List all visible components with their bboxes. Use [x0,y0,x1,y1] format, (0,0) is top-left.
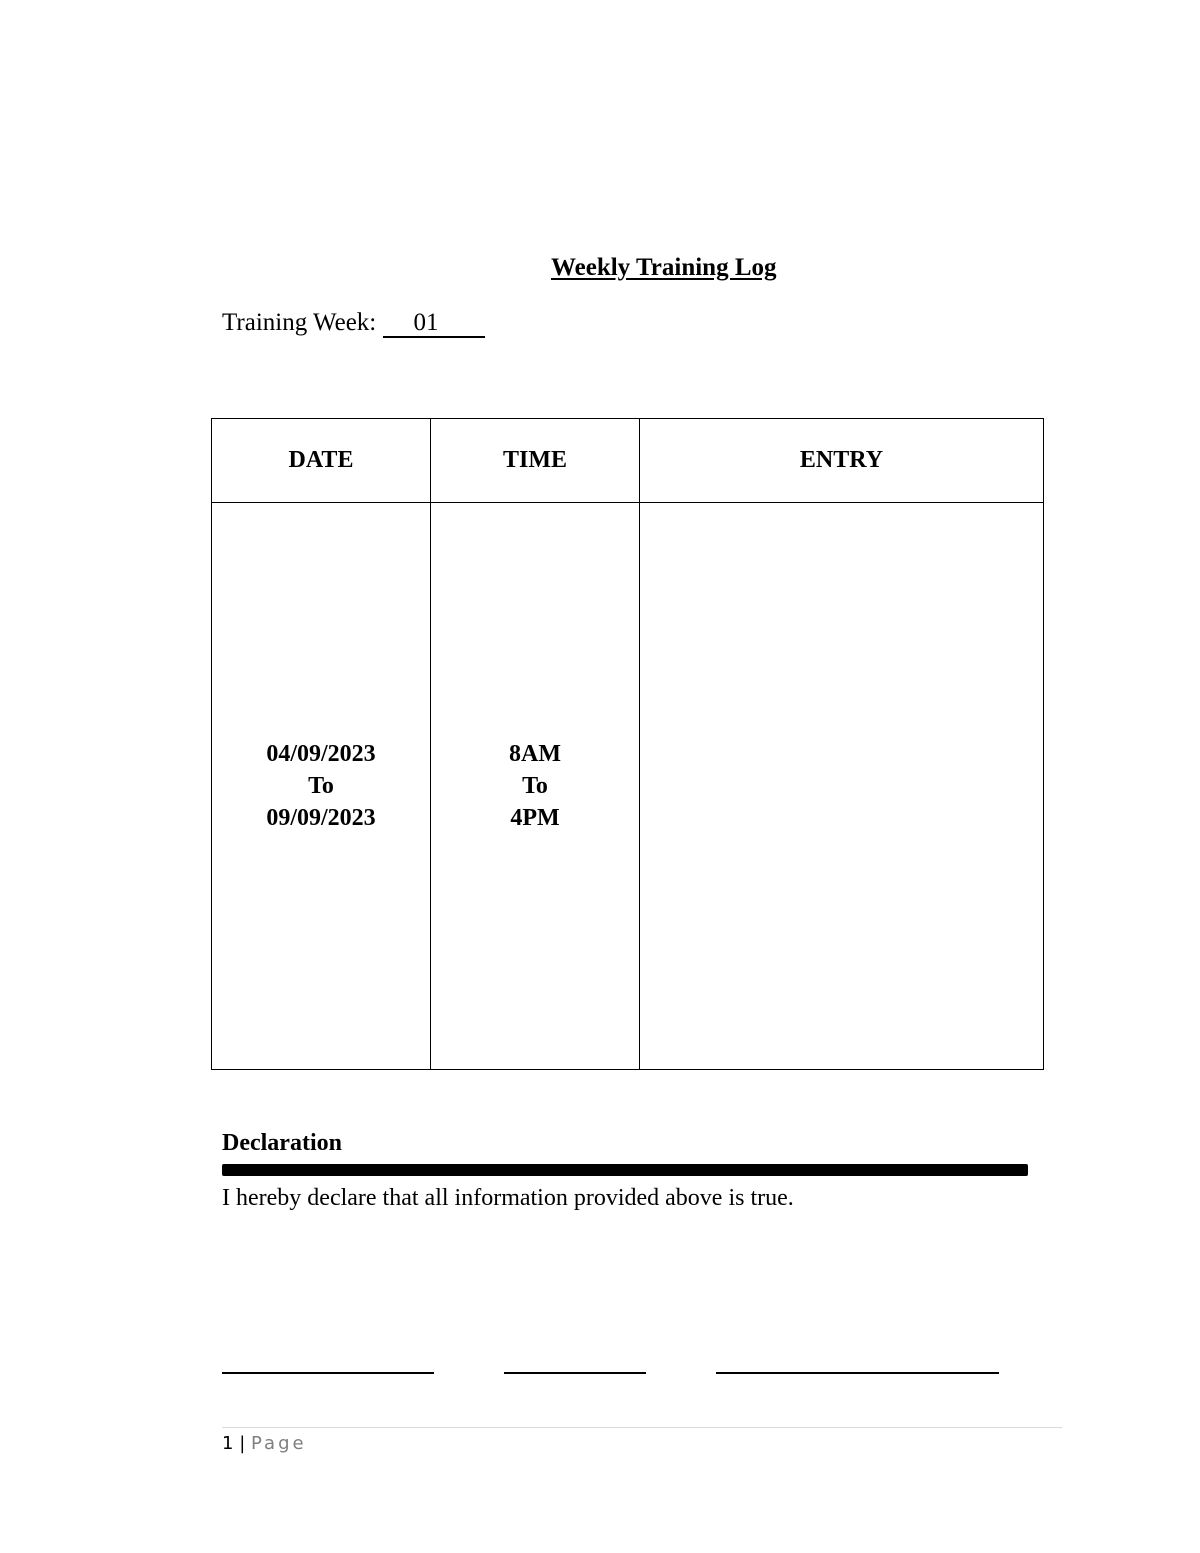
training-week-label: Training Week: [222,309,377,336]
time-end: 4PM [510,805,560,831]
signature-line-2 [504,1372,646,1374]
document-title: Weekly Training Log [551,254,777,281]
footer-separator: | [239,1433,246,1454]
declaration-text: I hereby declare that all information provided above is true. [222,1185,794,1211]
header-entry: ENTRY [640,419,1044,503]
page-footer [222,1433,307,1454]
declaration-divider [222,1164,1028,1176]
time-start: 8AM [509,741,561,767]
page-number: 1 [222,1433,234,1454]
footer-divider [222,1427,1062,1428]
time-to: To [522,773,548,799]
date-end: 09/09/2023 [266,805,376,831]
declaration-title: Declaration [222,1130,342,1156]
date-to: To [308,773,334,799]
table-row [212,503,1044,1070]
table-header-row [212,419,1044,503]
training-log-table [211,418,1044,1070]
entry-cell[interactable] [640,503,1044,1070]
date-start: 04/09/2023 [266,741,376,767]
signature-line-3 [716,1372,999,1374]
header-date: DATE [212,419,431,503]
training-week-value: 01 [383,310,485,338]
header-time: TIME [431,419,640,503]
signature-line-1 [222,1372,434,1374]
date-cell [212,503,431,1070]
page-word: Page [251,1433,307,1454]
time-cell [431,503,640,1070]
training-week-line [222,309,485,338]
